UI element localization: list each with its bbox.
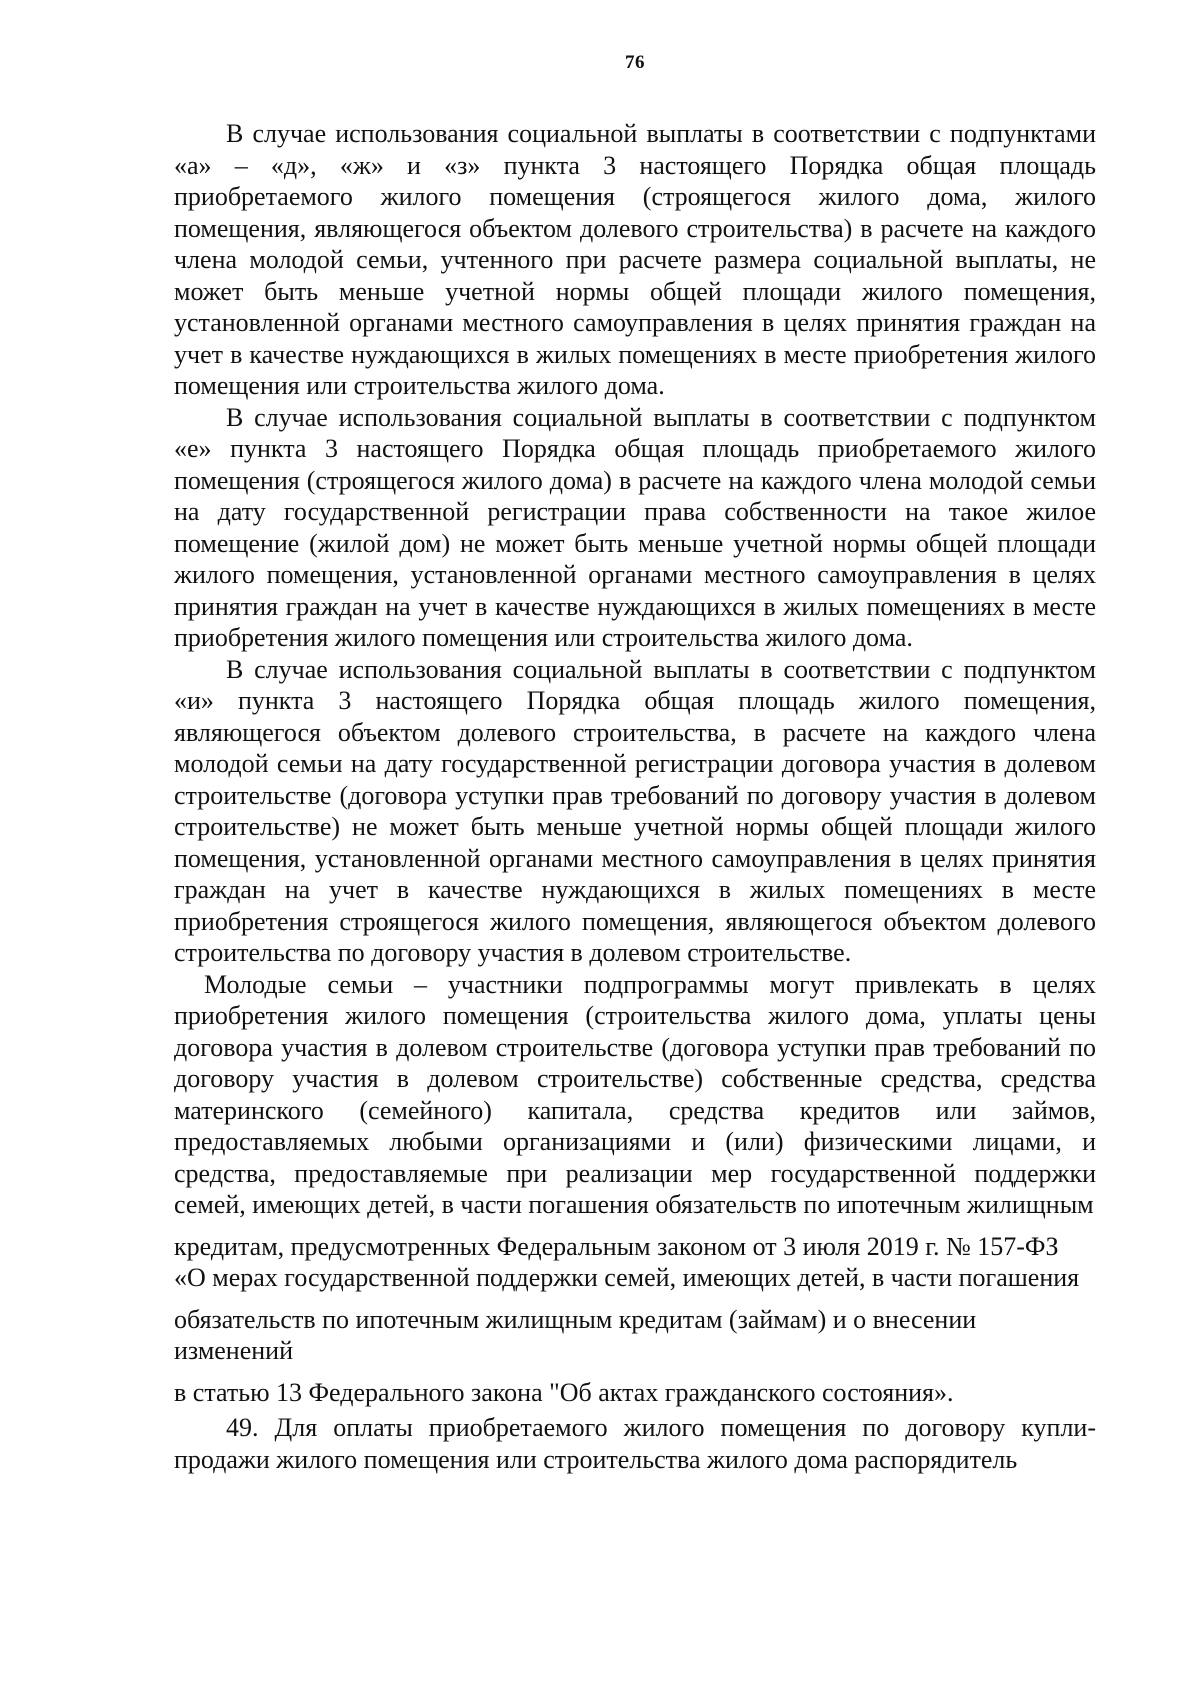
paragraph-area-requirement-i: В случае использования социальной выплаты в соответствии с подпунктом «и» пункта 3 настоящего Порядка общая площадь жилого помещения, являющегося объектом долевого строительства, в расчете на каждого члена молодой семьи на дату государственной регистрации договора участия в долевом строительстве (договора уступки прав требований по договору участия в долевом строительстве) не может быть меньше учетной нормы общей площади жилого помещения, установленной органами местного самоуправления в целях принятия граждан на учет в качестве нуждающихся в жилых помещениях в месте приобретения строящегося жилого помещения, являющегося объектом долевого строительства по договору участия в долевом строительстве. <box>174 654 1096 967</box>
paragraph-civil-status-law: в статью 13 Федерального закона "Об актах гражданского состояния». <box>174 1377 954 1407</box>
paragraph-young-families-funds: Молодые семьи – участники подпрограммы могут привлекать в целях приобретения жилого помещения (строительства жилого дома, уплаты цены договора участия в долевом строительстве (договора уступки прав требований по договору участия в долевом строительстве) собственные средства, средства материнского (семейного) капитала, средства кредитов или займов, предоставляемых любыми организациями и (или) физическими лицами, и средства, предоставляемые при реализации мер государственной поддержки семей, имеющих детей, в части погашения обязательств по ипотечным жилищным <box>174 969 1096 1219</box>
paragraph-credits-federal-law: кредитам, предусмотренных Федеральным законом от 3 июля 2019 г. № 157-ФЗ «О мерах государственной поддержки семей, имеющих детей, в части погашения <box>174 1231 1080 1292</box>
document-body <box>174 118 1096 1475</box>
paragraph-obligations-mortgage: обязательств по ипотечным жилищным кредитам (займам) и о внесении изменений <box>174 1304 977 1365</box>
paragraph-area-requirement-a-z: В случае использования социальной выплаты в соответствии с подпунктами «а» – «д», «ж» и «з» пункта 3 настоящего Порядка общая площадь приобретаемого жилого помещения (строящегося жилого дома, жилого помещения, являющегося объектом долевого строительства) в расчете на каждого члена молодой семьи, учтенного при расчете размера социальной выплаты, не может быть меньше учетной нормы общей площади жилого помещения, установленной органами местного самоуправления в целях принятия граждан на учет в качестве нуждающихся в жилых помещениях в месте приобретения жилого помещения или строительства жилого дома. <box>174 119 1096 400</box>
paragraph-area-requirement-e: В случае использования социальной выплаты в соответствии с подпунктом «е» пункта 3 настоящего Порядка общая площадь приобретаемого жилого помещения (строящегося жилого дома) в расчете на каждого члена молодой семьи на дату государственной регистрации права собственности на такое жилое помещение (жилой дом) не может быть меньше учетной нормы общей площади жилого помещения, установленной органами местного самоуправления в целях принятия граждан на учет в качестве нуждающихся в жилых помещениях в месте приобретения жилого помещения или строительства жилого дома. <box>174 402 1096 652</box>
paragraph-item-49: 49. Для оплаты приобретаемого жилого помещения по договору купли-продажи жилого помещения или строительства жилого дома распорядитель <box>174 1413 1096 1474</box>
page-number: 76 <box>625 52 645 73</box>
